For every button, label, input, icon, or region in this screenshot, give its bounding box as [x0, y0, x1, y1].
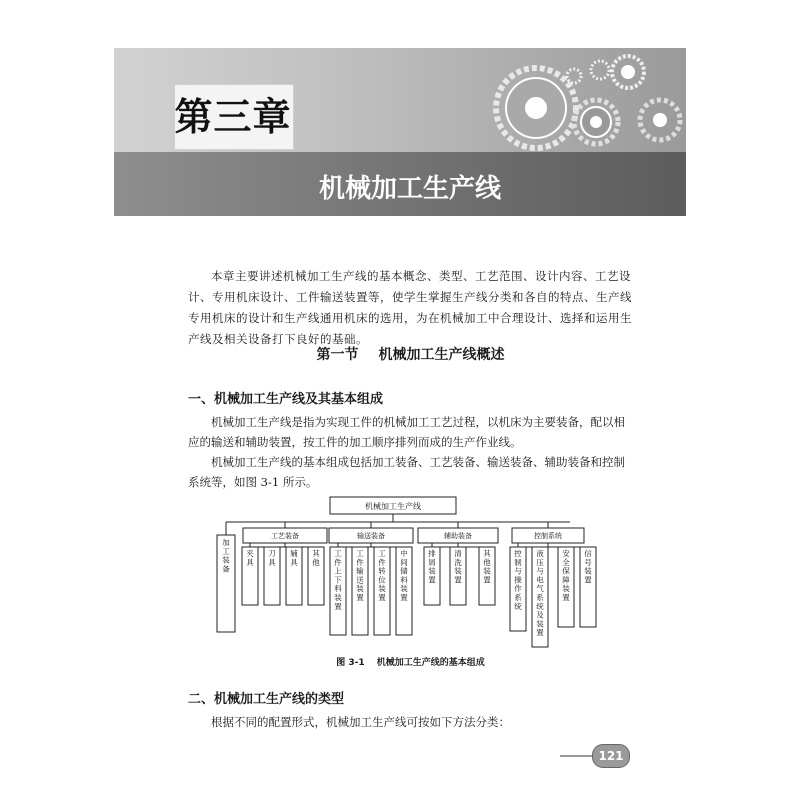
svg-text:装: 装 [562, 584, 570, 594]
diagram-group-label-3: 控制系统 [534, 532, 562, 540]
diagram-leaf-label [312, 548, 320, 567]
diagram-leaf-label [334, 549, 342, 611]
svg-text:装: 装 [536, 619, 544, 629]
svg-text:统: 统 [536, 601, 544, 611]
svg-text:送: 送 [356, 575, 364, 585]
svg-text:装: 装 [378, 584, 386, 594]
diagram-leaf-label [428, 548, 436, 584]
diagram-root-label: 机械加工生产线 [365, 502, 421, 511]
diagram-leaf-label [290, 548, 298, 567]
svg-text:障: 障 [562, 575, 570, 585]
svg-text:储: 储 [400, 566, 408, 576]
svg-text:备: 备 [222, 564, 230, 574]
svg-text:控: 控 [514, 549, 522, 558]
diagram-leaf-label [514, 548, 522, 611]
paragraph-composition: 机械加工生产线的基本组成包括加工装备、工艺装备、输送装备、辅助装备和控制系统等，如图 3-1 所示。 [188, 455, 625, 489]
diagram-leaf-label [400, 548, 408, 602]
svg-text:压: 压 [536, 557, 544, 567]
svg-text:全: 全 [562, 557, 570, 567]
svg-text:置: 置 [454, 575, 462, 585]
svg-text:制: 制 [514, 557, 522, 567]
svg-text:中: 中 [400, 549, 408, 558]
svg-text:装: 装 [400, 584, 408, 594]
page-number-rule [560, 755, 592, 757]
svg-text:输: 输 [356, 566, 364, 576]
svg-text:位: 位 [378, 575, 386, 585]
svg-text:屑: 屑 [428, 557, 436, 567]
svg-text:统: 统 [514, 601, 522, 611]
svg-text:装: 装 [428, 566, 436, 576]
svg-text:工: 工 [334, 549, 342, 558]
diagram-leaf-label [378, 549, 386, 602]
svg-text:装: 装 [483, 566, 491, 576]
svg-text:置: 置 [536, 628, 544, 638]
svg-text:排: 排 [428, 549, 436, 558]
diagram-machining-label [222, 537, 230, 573]
svg-text:置: 置 [562, 593, 570, 602]
svg-text:其: 其 [483, 549, 491, 558]
svg-text:工: 工 [222, 546, 230, 556]
svg-text:下: 下 [334, 575, 342, 585]
paragraph-classification: 根据不同的配置形式，机械加工生产线可按如下方法分类： [211, 715, 510, 729]
diagram-leaf-label [584, 548, 592, 584]
diagram-group-label-1: 输送装备 [357, 532, 385, 540]
svg-text:工: 工 [356, 549, 364, 558]
svg-text:号: 号 [584, 557, 592, 567]
svg-text:置: 置 [356, 593, 364, 602]
svg-text:信: 信 [584, 549, 592, 558]
diagram-leaf-label [246, 548, 254, 567]
svg-text:操: 操 [514, 575, 522, 585]
section-name: 机械加工生产线概述 [378, 347, 505, 363]
svg-text:件: 件 [356, 557, 364, 567]
svg-text:液: 液 [536, 549, 544, 558]
svg-text:电: 电 [536, 575, 544, 585]
diagram-leaf-label [454, 548, 462, 584]
subsection-heading-2: 二、机械加工生产线的类型 [188, 692, 345, 707]
svg-text:间: 间 [400, 557, 408, 567]
svg-text:置: 置 [483, 575, 491, 585]
svg-text:与: 与 [514, 566, 522, 576]
svg-text:置: 置 [334, 601, 342, 611]
svg-text:系: 系 [536, 593, 544, 602]
chapter-title: 第三章 [174, 95, 292, 139]
svg-text:转: 转 [378, 566, 386, 576]
svg-text:夹: 夹 [246, 549, 254, 558]
svg-text:其: 其 [312, 549, 320, 558]
figure-number: 图 3-1 [336, 658, 365, 668]
svg-text:辅: 辅 [290, 549, 298, 558]
svg-text:及: 及 [536, 610, 544, 620]
svg-text:装: 装 [356, 584, 364, 594]
svg-text:装: 装 [222, 555, 230, 565]
svg-text:件: 件 [378, 557, 386, 567]
svg-text:料: 料 [334, 584, 342, 594]
svg-text:置: 置 [400, 593, 408, 602]
chapter-subtitle: 机械加工生产线 [318, 174, 501, 204]
svg-text:他: 他 [483, 557, 491, 567]
svg-text:刀: 刀 [268, 549, 276, 558]
diagram-leaf-label [268, 549, 276, 567]
svg-text:作: 作 [514, 584, 522, 594]
svg-text:气: 气 [536, 584, 544, 594]
section-number: 第一节 [316, 347, 359, 363]
paragraph-definition: 机械加工生产线是指为实现工件的机械加工工艺过程，以机床为主要装备，配以相应的输送和辅助装置，按工件的加工顺序排列而成的生产作业线。 [188, 415, 625, 449]
svg-text:件: 件 [334, 557, 342, 567]
svg-text:加: 加 [222, 538, 230, 547]
svg-text:料: 料 [400, 575, 408, 585]
figure-caption [188, 655, 633, 668]
subsection-heading-1: 一、机械加工生产线及其基本组成 [188, 392, 384, 407]
svg-text:具: 具 [290, 557, 298, 567]
svg-text:上: 上 [334, 566, 342, 576]
svg-text:装: 装 [454, 566, 462, 576]
svg-text:装: 装 [334, 593, 342, 602]
svg-text:洗: 洗 [454, 557, 462, 567]
diagram-group-label-0: 工艺装备 [271, 532, 299, 540]
svg-text:装: 装 [584, 566, 592, 576]
svg-text:工: 工 [378, 549, 386, 558]
diagram-leaf-label [356, 549, 364, 602]
diagram-group-label-2: 辅助装备 [444, 532, 472, 540]
svg-text:系: 系 [514, 593, 522, 602]
svg-text:与: 与 [536, 566, 544, 576]
diagram-leaf-label [562, 548, 570, 602]
svg-text:清: 清 [454, 549, 462, 558]
svg-text:置: 置 [584, 575, 592, 585]
diagram-leaf-label [536, 548, 544, 637]
svg-text:具: 具 [268, 557, 276, 567]
svg-text:安: 安 [562, 549, 570, 558]
page-number: 121 [592, 744, 630, 768]
figure-caption-text: 机械加工生产线的基本组成 [376, 658, 485, 668]
diagram-leaf-label [483, 548, 491, 584]
svg-text:置: 置 [428, 575, 436, 585]
svg-text:他: 他 [312, 557, 320, 567]
svg-text:具: 具 [246, 557, 254, 567]
svg-text:保: 保 [562, 566, 570, 576]
chapter-intro-paragraph: 本章主要讲述机械加工生产线的基本概念、类型、工艺范围、设计内容、工艺设计、专用机床设计、工件输送装置等，使学生掌握生产线分类和各自的特点、生产线专用机床的设计和生产线通用机床的选用，为在机械加工中合理设计、选择和运用生产线及相关设备打下良好的基础。 [188, 269, 632, 346]
svg-text:置: 置 [378, 593, 386, 602]
